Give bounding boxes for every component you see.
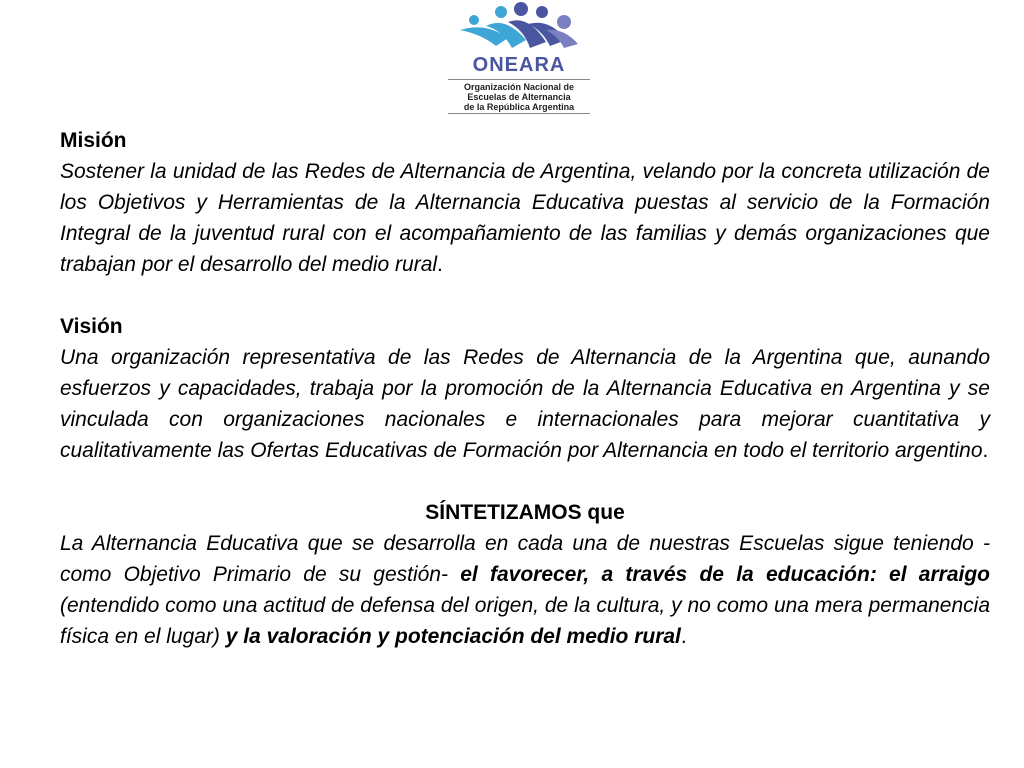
mision-text-end: . (437, 253, 443, 276)
sintesis-bold-2: y la valoración y potenciación del medio rural (225, 625, 681, 648)
sintesis-part-1: La Alternancia Educativa que se desarrolla en cada una de nuestras Escuelas sigue teniendo -como Objetivo Primario de su gestión- (60, 532, 990, 586)
logo-line-2: Escuelas de Alternancia (467, 92, 571, 102)
vision-text (60, 342, 990, 466)
sintesis-bold-1: el favorecer, a través de la educación: el arraigo (460, 563, 990, 586)
mision-text (60, 156, 990, 280)
logo-name: ONEARA (472, 54, 566, 76)
document-body (60, 125, 990, 652)
vision-text-body: Una organización representativa de las Redes de Alternancia de la Argentina que, aunando esfuerzos y capacidades, trabaja por la promoción de la Alternancia Educativa en Argentina y se vinculada con organizaciones nacionales e internacionales para mejorar cuantitativa y cualitativamente las Ofertas Educativas de Formación por Alternancia en todo el territorio argentino (60, 346, 990, 462)
sintesis-end: . (680, 625, 687, 648)
mision-text-body: Sostener la unidad de las Redes de Alternancia de Argentina, velando por la concreta utilización de los Objetivos y Herramientas de la Alternancia Educativa puestas al servicio de la Formación Integral de la juventud rural con el acompañamiento de las familias y demás organizaciones que trabajan por el desarrollo del medio rural (60, 160, 990, 276)
vision-text-end: . (982, 439, 989, 462)
vision-heading: Visión (60, 315, 123, 338)
mision-heading: Misión (60, 129, 127, 152)
sintesis-part-2: (entendido como una actitud de defensa del origen, de la cultura, y no como una mera permanencia física en el lugar) (60, 594, 990, 648)
logo-divider (448, 79, 590, 80)
sintesis-text (60, 528, 990, 652)
people-icon (446, 0, 592, 56)
sintesis-heading: SÍNTETIZAMOS que (425, 501, 625, 524)
logo-line-3: de la República Argentina (463, 102, 575, 112)
oneara-logo (446, 0, 592, 116)
logo-line-1: Organización Nacional de (463, 82, 575, 92)
logo-divider-bottom (448, 113, 590, 114)
